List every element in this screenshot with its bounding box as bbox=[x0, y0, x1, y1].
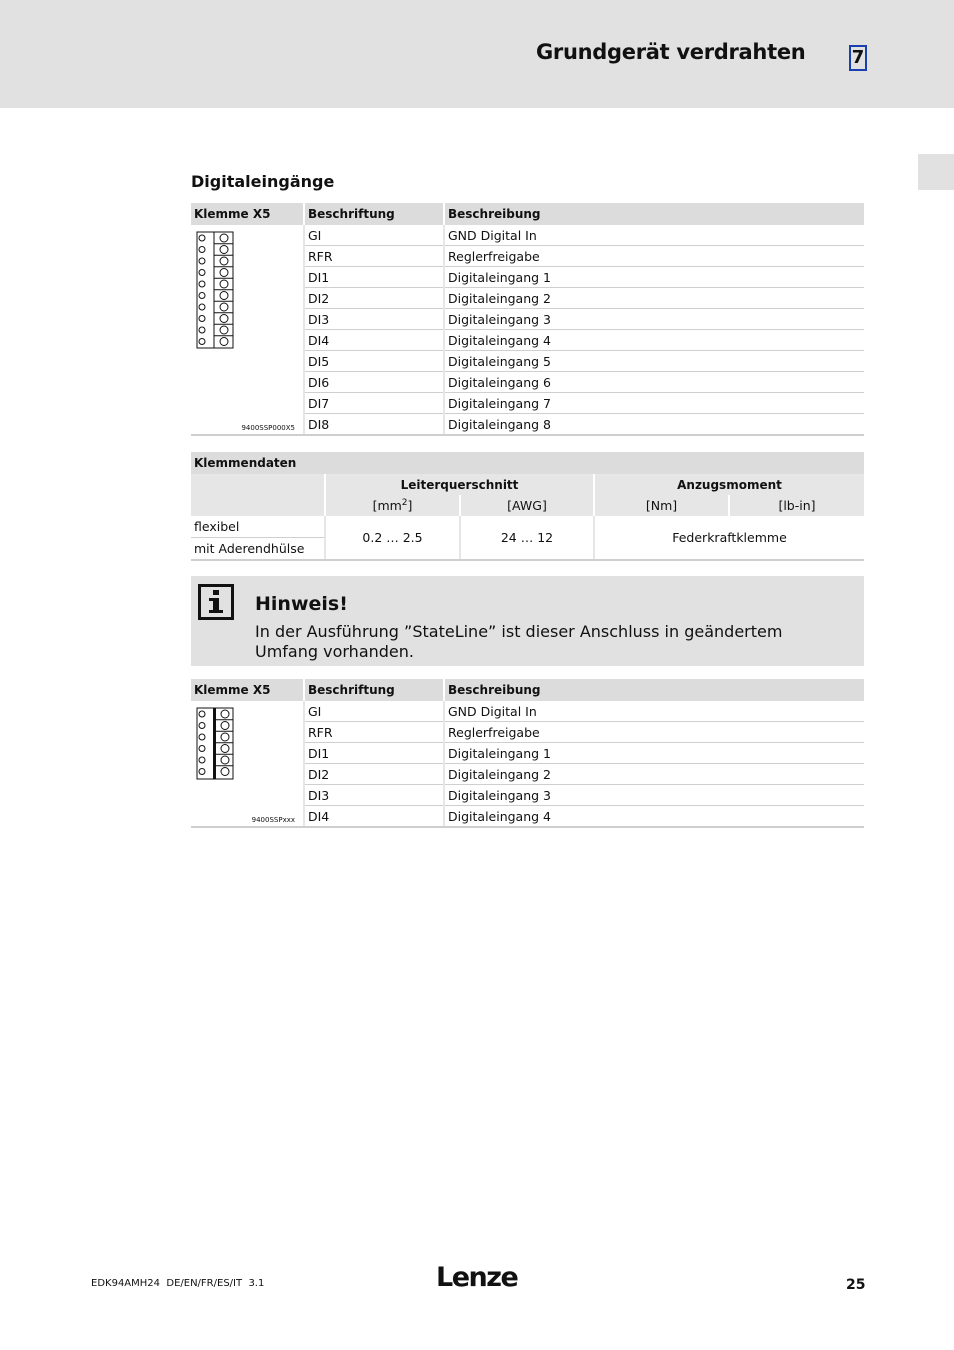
unit-mm2-text: [mm bbox=[372, 498, 402, 514]
unit-mm2 bbox=[325, 495, 460, 516]
chapter-number[interactable]: 7 bbox=[849, 45, 867, 71]
table-header-row bbox=[191, 679, 864, 701]
info-icon bbox=[198, 584, 234, 620]
note-title: Hinweis! bbox=[255, 593, 348, 615]
cell-description: Digitaleingang 4 bbox=[444, 330, 864, 351]
table-header-row bbox=[191, 203, 864, 225]
image-caption: 9400SSP000X5 bbox=[241, 424, 295, 432]
cell-label: DI4 bbox=[304, 806, 444, 828]
cell-label: DI4 bbox=[304, 330, 444, 351]
value-torque: Federkraftklemme bbox=[594, 516, 864, 560]
cell-description: Digitaleingang 2 bbox=[444, 764, 864, 785]
cell-description: GND Digital In bbox=[444, 225, 864, 246]
page-title: Grundgerät verdrahten bbox=[536, 40, 806, 64]
terminal-image-cell bbox=[191, 225, 304, 435]
header-beschriftung: Beschriftung bbox=[304, 203, 444, 225]
cell-label: DI7 bbox=[304, 393, 444, 414]
table-row bbox=[191, 225, 864, 246]
cell-label: DI6 bbox=[304, 372, 444, 393]
cell-label: DI1 bbox=[304, 267, 444, 288]
lenze-logo: Lenze bbox=[436, 1262, 518, 1293]
terminal-connector-image bbox=[196, 707, 234, 781]
footer-doc-id: EDK94AMH24 DE/EN/FR/ES/IT 3.1 bbox=[91, 1278, 265, 1289]
header-klemme: Klemme X5 bbox=[191, 203, 304, 225]
header-klemme: Klemme X5 bbox=[191, 679, 304, 701]
cell-description: Digitaleingang 6 bbox=[444, 372, 864, 393]
cell-description: GND Digital In bbox=[444, 701, 864, 722]
unit-mm2-sup: 2 bbox=[401, 497, 408, 508]
page-number: 25 bbox=[846, 1277, 866, 1293]
terminal-connector-image bbox=[196, 231, 234, 351]
cell-description: Digitaleingang 7 bbox=[444, 393, 864, 414]
cell-label: DI2 bbox=[304, 288, 444, 309]
cell-label: RFR bbox=[304, 722, 444, 743]
cell-label: GI bbox=[304, 225, 444, 246]
header-conductor-cross-section: Leiterquerschnitt bbox=[325, 474, 594, 495]
cell-description: Reglerfreigabe bbox=[444, 722, 864, 743]
cell-description: Digitaleingang 3 bbox=[444, 309, 864, 330]
note-box bbox=[191, 576, 864, 666]
terminal-image-cell bbox=[191, 701, 304, 827]
cell-label: GI bbox=[304, 701, 444, 722]
cell-label: RFR bbox=[304, 246, 444, 267]
value-mm2: 0.2 … 2.5 bbox=[325, 516, 460, 560]
terminal-table-x5 bbox=[191, 203, 864, 436]
cell-description: Digitaleingang 1 bbox=[444, 267, 864, 288]
image-caption: 9400SSPxxx bbox=[251, 816, 295, 824]
terminal-data-title: Klemmendaten bbox=[191, 452, 864, 474]
value-awg: 24 … 12 bbox=[460, 516, 594, 560]
cell-label: DI3 bbox=[304, 309, 444, 330]
unit-awg: [AWG] bbox=[460, 495, 594, 516]
row-label-ferrule: mit Aderendhülse bbox=[191, 538, 325, 561]
cell-description: Digitaleingang 8 bbox=[444, 414, 864, 436]
cell-label: DI5 bbox=[304, 351, 444, 372]
header-empty-cell bbox=[191, 474, 325, 516]
side-tab-marker bbox=[918, 154, 954, 190]
unit-lbin: [lb-in] bbox=[729, 495, 864, 516]
header-beschriftung: Beschriftung bbox=[304, 679, 444, 701]
page-header bbox=[0, 0, 954, 108]
terminal-table-x5-stateline bbox=[191, 679, 864, 828]
terminal-data-table bbox=[191, 452, 864, 561]
cell-description: Digitaleingang 5 bbox=[444, 351, 864, 372]
cell-label: DI3 bbox=[304, 785, 444, 806]
cell-label: DI2 bbox=[304, 764, 444, 785]
cell-description: Digitaleingang 2 bbox=[444, 288, 864, 309]
section-title: Digitaleingänge bbox=[191, 172, 335, 191]
header-beschreibung: Beschreibung bbox=[444, 679, 864, 701]
table-row bbox=[191, 701, 864, 722]
header-tightening-torque: Anzugsmoment bbox=[594, 474, 864, 495]
cell-description: Digitaleingang 4 bbox=[444, 806, 864, 828]
cell-description: Digitaleingang 1 bbox=[444, 743, 864, 764]
cell-label: DI8 bbox=[304, 414, 444, 436]
note-text: In der Ausführung ”StateLine” ist dieser Anschluss in geändertem Umfang vorhanden. bbox=[255, 622, 783, 661]
cell-description: Digitaleingang 3 bbox=[444, 785, 864, 806]
cell-description: Reglerfreigabe bbox=[444, 246, 864, 267]
header-beschreibung: Beschreibung bbox=[444, 203, 864, 225]
cell-label: DI1 bbox=[304, 743, 444, 764]
unit-mm2-end: ] bbox=[407, 498, 413, 514]
row-label-flexible: flexibel bbox=[191, 516, 325, 538]
unit-nm: [Nm] bbox=[594, 495, 729, 516]
